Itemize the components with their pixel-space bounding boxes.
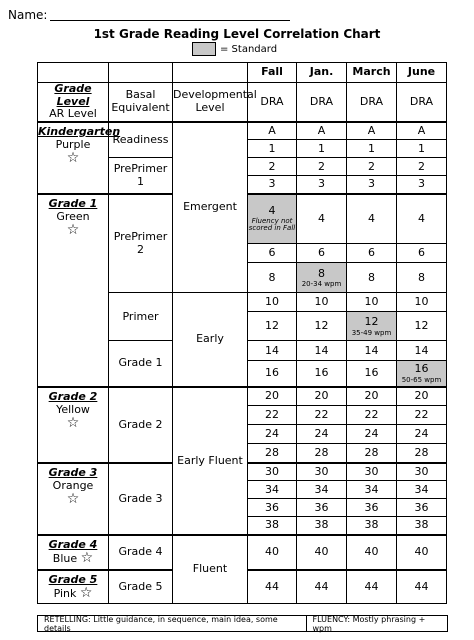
basal-preprimer-1: PrePrimer 1 (109, 158, 173, 194)
cell: 24 (297, 425, 347, 444)
grade-1-name: Grade 1 (48, 196, 98, 210)
cell: 44 (248, 570, 297, 604)
correlation-table (37, 62, 447, 604)
dra-june: DRA (397, 83, 447, 122)
cell: 10 (297, 293, 347, 312)
grade-4-name: Grade 4 (48, 537, 98, 551)
footer-bar (37, 615, 448, 632)
cell: 16 (347, 361, 397, 387)
dev-emergent: Emergent (173, 122, 248, 293)
col-basal (109, 83, 173, 122)
cell: 22 (397, 406, 447, 425)
chart-title: 1st Grade Reading Level Correlation Chart (93, 27, 381, 41)
cell: 40 (297, 535, 347, 570)
star-icon: ☆ (66, 491, 80, 508)
cell: 24 (248, 425, 297, 444)
cell: 6 (297, 244, 347, 263)
cell: 12 (397, 312, 447, 341)
cell-standard (297, 263, 347, 293)
cell: 30 (297, 463, 347, 481)
basal-readiness: Readiness (109, 122, 173, 158)
cell-value: 8 (318, 266, 325, 280)
cell: 16 (248, 361, 297, 387)
cell: A (297, 122, 347, 140)
cell: 8 (347, 263, 397, 293)
cell: 34 (347, 481, 397, 499)
dev-fluent: Fluent (173, 535, 248, 604)
grade-k-name: Kindergarten (38, 124, 121, 138)
cell: 10 (347, 293, 397, 312)
cell: 28 (347, 444, 397, 463)
blank-head-3 (173, 63, 248, 83)
cell: 30 (397, 463, 447, 481)
standard-swatch (192, 42, 216, 56)
cell: 34 (397, 481, 447, 499)
cell: 8 (248, 263, 297, 293)
cell: 30 (248, 463, 297, 481)
wpm-note: 35-49 wpm (351, 328, 392, 337)
grade-4-color: Blue (52, 552, 78, 566)
cell: 20 (397, 387, 447, 406)
cell: 6 (397, 244, 447, 263)
cell: A (397, 122, 447, 140)
cell-value: 16 (414, 362, 429, 376)
cell: 10 (248, 293, 297, 312)
cell: 24 (397, 425, 447, 444)
cell: 16 (297, 361, 347, 387)
grade-5-color: Pink (53, 587, 77, 601)
wpm-note: 50-65 wpm (401, 375, 442, 384)
cell: 1 (297, 140, 347, 158)
grade-1-color: Green (56, 209, 90, 223)
star-icon: ☆ (66, 150, 80, 167)
star-icon: ☆ (66, 415, 80, 432)
col-fall: Fall (248, 63, 297, 83)
grade-kindergarten (38, 122, 121, 194)
dev-heading-1: Developmental (173, 88, 257, 102)
cell: 24 (347, 425, 397, 444)
cell: 1 (347, 140, 397, 158)
cell: A (248, 122, 297, 140)
col-march: March (347, 63, 397, 83)
cell: 34 (248, 481, 297, 499)
cell: 12 (297, 312, 347, 341)
grade-2-name: Grade 2 (48, 389, 98, 403)
col-june: June (397, 63, 447, 83)
cell: 36 (397, 499, 447, 517)
grade-3 (38, 463, 109, 535)
cell: A (347, 122, 397, 140)
grade-3-name: Grade 3 (48, 465, 98, 479)
grade-level-heading: Grade Level (54, 82, 92, 108)
cell: 38 (397, 517, 447, 535)
cell-value: 12 (364, 315, 379, 329)
cell: 2 (248, 158, 297, 176)
cell: 3 (347, 176, 397, 194)
cell: 2 (297, 158, 347, 176)
cell: 20 (248, 387, 297, 406)
cell: 36 (297, 499, 347, 517)
grade-5-name: Grade 5 (48, 572, 98, 586)
cell: 4 (397, 194, 447, 244)
cell: 3 (397, 176, 447, 194)
cell: 6 (347, 244, 397, 263)
basal-primer: Primer (109, 293, 173, 341)
col-jan: Jan. (297, 63, 347, 83)
cell: 28 (397, 444, 447, 463)
cell-standard (397, 361, 447, 387)
grade-5 (38, 570, 109, 604)
fluency-note: Fluency not scored in Fall (248, 216, 296, 233)
grade-k-color: Purple (55, 137, 91, 151)
basal-heading-1: Basal (125, 88, 156, 102)
ar-level-heading: AR Level (49, 107, 97, 121)
dra-fall: DRA (248, 83, 297, 122)
star-icon: ☆ (79, 585, 93, 602)
basal-grade-4: Grade 4 (109, 535, 173, 570)
cell: 2 (397, 158, 447, 176)
cell: 22 (248, 406, 297, 425)
dev-early: Early (173, 293, 248, 387)
grade-2 (38, 387, 109, 463)
grade-3-color: Orange (52, 478, 94, 492)
basal-heading-2: Equivalent (111, 100, 170, 114)
cell-value: 4 (268, 204, 276, 218)
cell: 38 (248, 517, 297, 535)
cell: 1 (248, 140, 297, 158)
cell: 20 (297, 387, 347, 406)
retelling-note: RETELLING: Little guidance, in sequence, main idea, some details (38, 616, 307, 631)
cell: 36 (248, 499, 297, 517)
col-grade-level (38, 83, 109, 122)
legend-label: = Standard (220, 43, 278, 55)
cell: 8 (397, 263, 447, 293)
cell: 1 (397, 140, 447, 158)
cell: 28 (297, 444, 347, 463)
cell: 40 (248, 535, 297, 570)
cell: 44 (297, 570, 347, 604)
cell: 22 (297, 406, 347, 425)
cell: 14 (397, 341, 447, 361)
grade-4 (38, 535, 109, 570)
name-label: Name: (8, 8, 48, 22)
grade-1 (38, 194, 109, 387)
dev-heading-2: Level (195, 100, 225, 114)
dev-early-fluent: Early Fluent (173, 387, 248, 535)
star-icon: ☆ (66, 222, 80, 239)
dra-march: DRA (347, 83, 397, 122)
dra-jan: DRA (297, 83, 347, 122)
basal-grade-1: Grade 1 (109, 341, 173, 387)
fluency-note-footer: FLUENCY: Mostly phrasing + wpm (312, 614, 426, 633)
blank-head-1 (38, 63, 109, 83)
cell: 12 (248, 312, 297, 341)
col-developmental (173, 83, 257, 122)
star-icon: ☆ (80, 550, 94, 567)
wpm-note: 20-34 wpm (301, 280, 342, 289)
basal-grade-2: Grade 2 (109, 387, 173, 463)
cell: 3 (297, 176, 347, 194)
cell: 6 (248, 244, 297, 263)
cell-standard (248, 194, 297, 244)
cell: 28 (248, 444, 297, 463)
cell-standard (347, 312, 397, 341)
cell: 10 (397, 293, 447, 312)
cell: 34 (297, 481, 347, 499)
name-line (50, 20, 290, 21)
cell: 40 (397, 535, 447, 570)
cell: 44 (347, 570, 397, 604)
cell: 38 (297, 517, 347, 535)
basal-grade-5: Grade 5 (109, 570, 173, 604)
cell: 30 (347, 463, 397, 481)
cell: 3 (248, 176, 297, 194)
cell: 14 (248, 341, 297, 361)
basal-grade-3: Grade 3 (109, 463, 173, 535)
cell: 38 (347, 517, 397, 535)
preprimer2-b: 2 (137, 242, 144, 256)
cell: 14 (347, 341, 397, 361)
preprimer2-a: PrePrimer (113, 230, 168, 244)
cell: 4 (297, 194, 347, 244)
legend (192, 42, 277, 56)
cell: 44 (397, 570, 447, 604)
blank-head-2 (109, 63, 173, 83)
cell: 14 (297, 341, 347, 361)
cell: 36 (347, 499, 397, 517)
cell: 20 (347, 387, 397, 406)
grade-2-color: Yellow (56, 402, 90, 416)
cell: 4 (347, 194, 397, 244)
cell: 22 (347, 406, 397, 425)
cell: 2 (347, 158, 397, 176)
cell: 40 (347, 535, 397, 570)
basal-preprimer-2 (109, 194, 173, 293)
